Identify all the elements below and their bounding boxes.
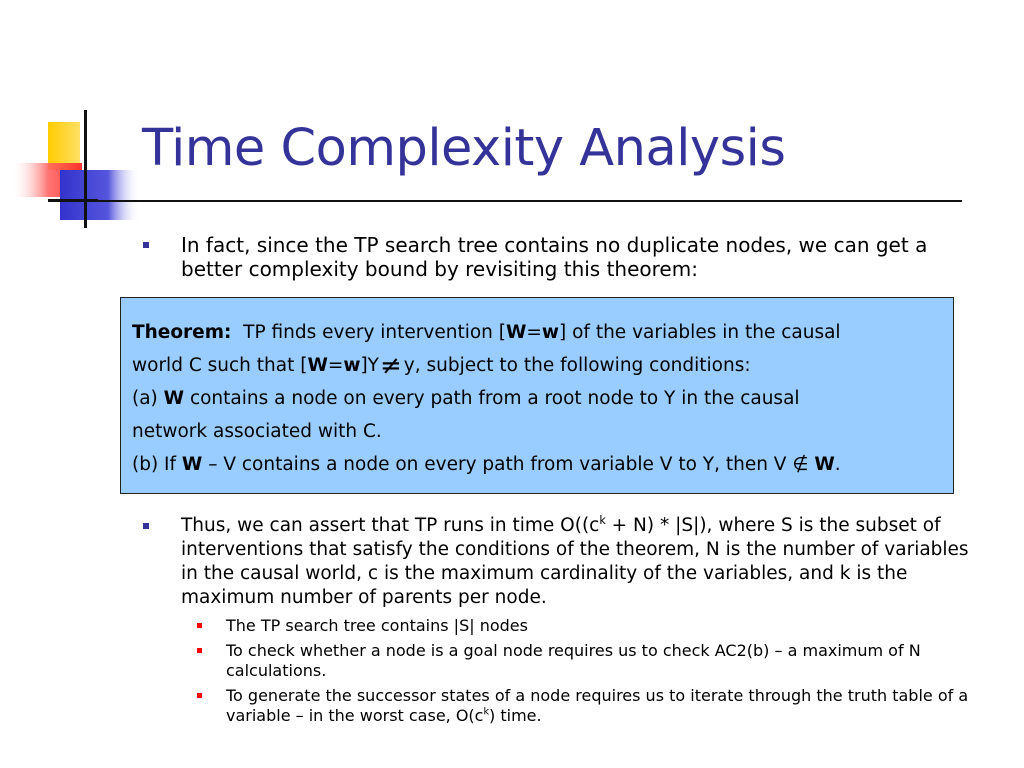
theorem-line-3: (a) W contains a node on every path from a root node to Y in the causal bbox=[132, 388, 800, 409]
sub-bullet-square-icon bbox=[197, 623, 202, 628]
sub-bullet-item: To generate the successor states of a node requires us to iterate through the truth table of a variable – in the worst case, $O(c^k)$ time. bbox=[226, 686, 996, 726]
not-element-symbol: ∉ bbox=[792, 454, 809, 475]
decorative-logo bbox=[0, 0, 150, 240]
logo-yellow-square bbox=[48, 122, 80, 170]
theorem-line-4: network associated with C. bbox=[132, 421, 382, 442]
title-divider bbox=[50, 200, 962, 202]
bullet-square-icon bbox=[143, 242, 149, 248]
sub-bullet-square-icon bbox=[197, 648, 202, 653]
bullet-intro-text: In fact, since the TP search tree contains no duplicate nodes, we can get a better complexity bound by revisiting this theorem: bbox=[181, 233, 928, 281]
theorem-line-1: Theorem: TP finds every intervention [W=w] of the variables in the causal bbox=[132, 322, 841, 343]
theorem-line-2: world C such that [W=w]Y≠ y, subject to the following conditions: bbox=[132, 351, 751, 381]
bullet-intro bbox=[181, 233, 981, 281]
not-equal-symbol: ≠ bbox=[379, 351, 402, 381]
slide-title: Time Complexity Analysis bbox=[142, 119, 786, 178]
sub-bullet-item: The TP search tree contains |S| nodes bbox=[226, 616, 996, 636]
sub-bullet-list bbox=[226, 616, 996, 731]
bullet-square-icon bbox=[143, 523, 149, 529]
theorem-box bbox=[120, 297, 954, 494]
logo-blue-square bbox=[60, 170, 140, 220]
sub-bullet-item: To check whether a node is a goal node requires us to check AC2(b) – a maximum of N calculations. bbox=[226, 641, 996, 681]
logo-vertical-line bbox=[84, 110, 87, 228]
sub-bullet-square-icon bbox=[197, 693, 202, 698]
theorem-line-5: (b) If W – V contains a node on every path from variable V to Y, then V ∉ W. bbox=[132, 454, 841, 475]
theorem-label: Theorem: bbox=[132, 322, 232, 343]
bullet-complexity: Thus, we can assert that TP runs in time $O((c^k + N) * |S|)$, where S is the subset of interventions that satisfy the conditions of the theorem, N is the number of variables in the causal world, c is the maximum cardinality of the variables, and k is the maximum number of parents per node. bbox=[181, 514, 971, 610]
